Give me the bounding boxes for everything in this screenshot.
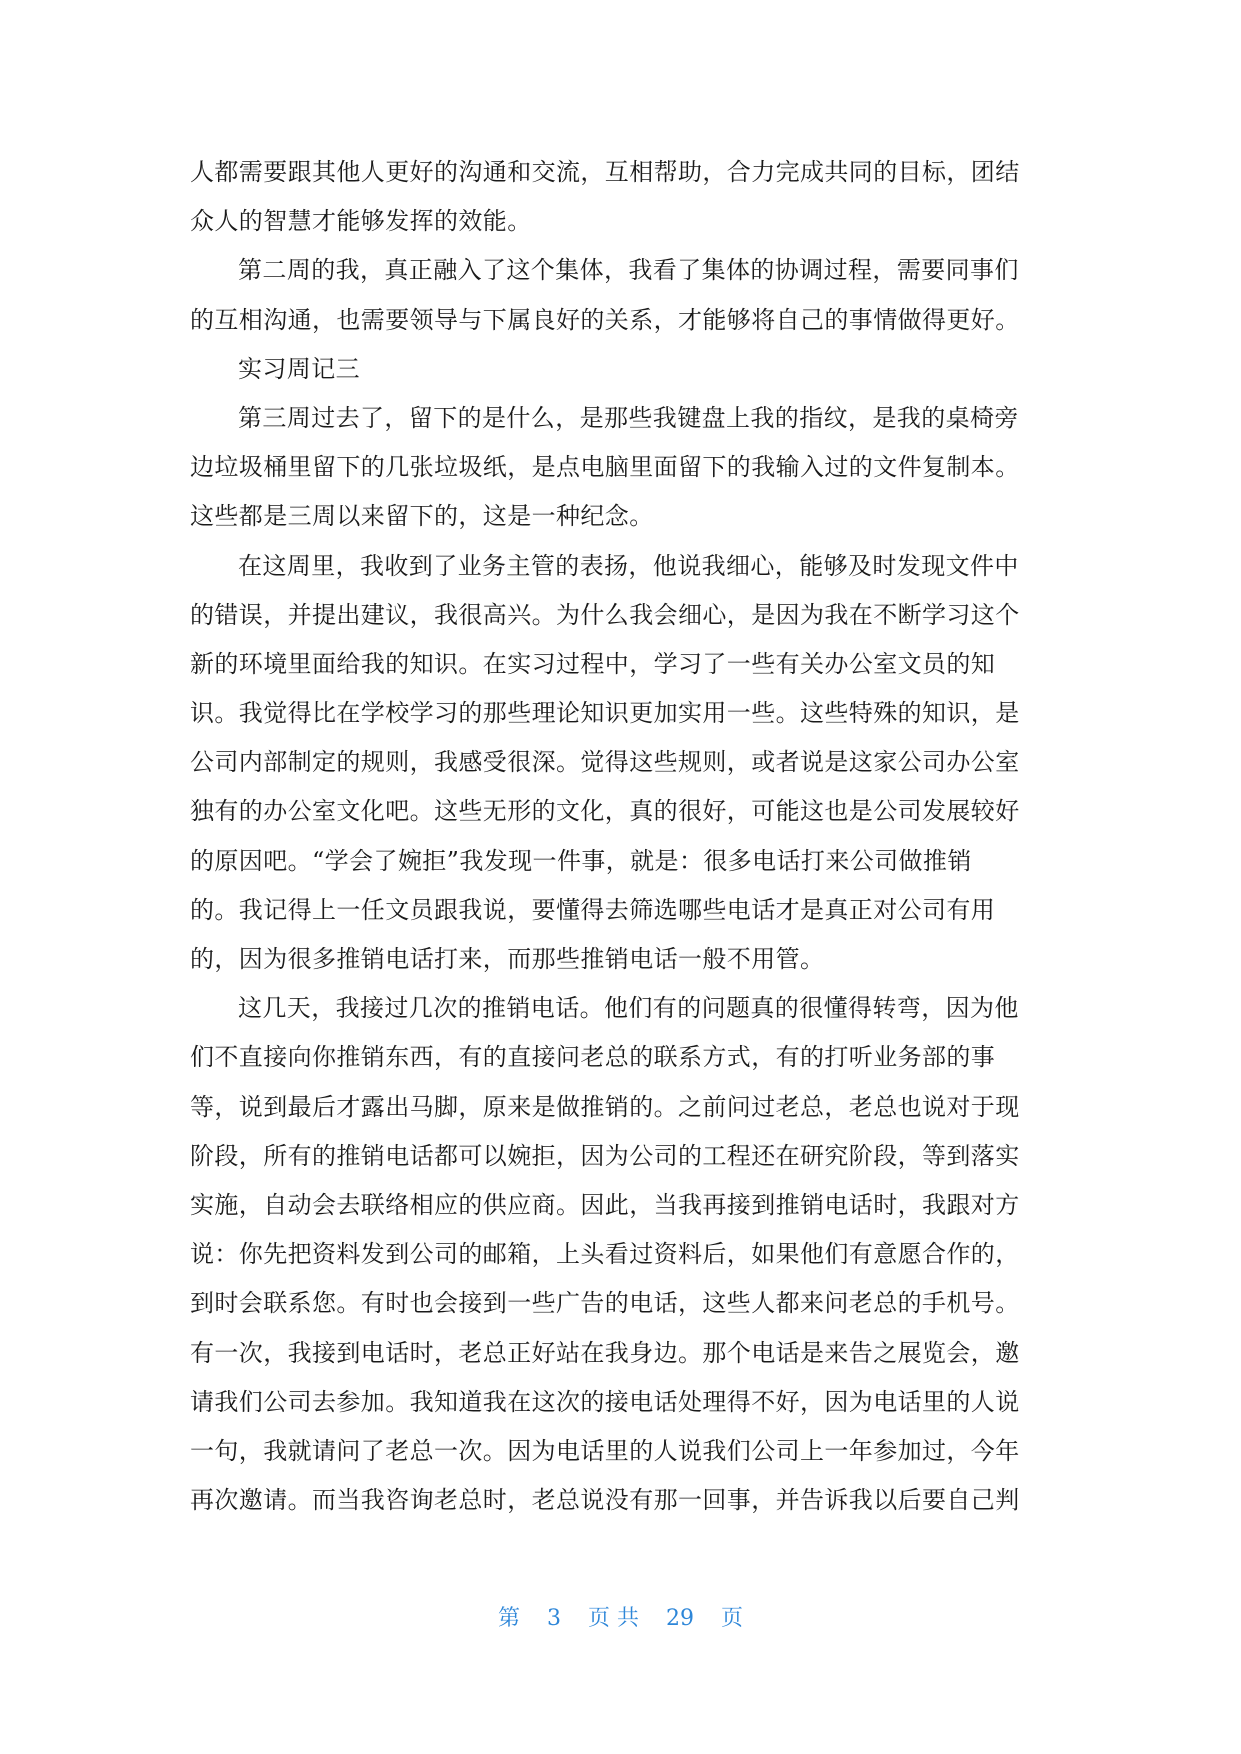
paragraph-start: 第三周过去了，留下的是什么，是那些我键盘上我的指纹，是我的桌椅旁	[238, 403, 1019, 432]
text-line: 这些都是三周以来留下的，这是一种纪念。	[190, 502, 654, 531]
text-line: 新的环境里面给我的知识。在实习过程中，学习了一些有关办公室文员的知	[190, 649, 996, 678]
text-line: 到时会联系您。有时也会接到一些广告的电话，这些人都来问老总的手机号。	[190, 1289, 1020, 1318]
text-line: 阶段，所有的推销电话都可以婉拒，因为公司的工程还在研究阶段，等到落实	[190, 1141, 1020, 1170]
footer-prefix: 第	[497, 1606, 520, 1631]
paragraph-start: 这几天，我接过几次的推销电话。他们有的问题真的很懂得转弯，因为他	[238, 994, 1019, 1023]
text-line: 识。我觉得比在学校学习的那些理论知识更加实用一些。这些特殊的知识，是	[190, 699, 1020, 728]
text-line: 说：你先把资料发到公司的邮箱，上头看过资料后，如果他们有意愿合作的，	[190, 1240, 1020, 1269]
text-line: 请我们公司去参加。我知道我在这次的接电话处理得不好，因为电话里的人说	[190, 1387, 1020, 1416]
text-line: 等，说到最后才露出马脚，原来是做推销的。之前问过老总，老总也说对于现	[190, 1092, 1020, 1121]
text-line: 的。我记得上一任文员跟我说，要懂得去筛选哪些电话才是真正对公司有用	[190, 895, 996, 924]
text-line: 独有的办公室文化吧。这些无形的文化，真的很好，可能这也是公司发展较好	[190, 797, 1020, 826]
text-line: 一句，我就请问了老总一次。因为电话里的人说我们公司上一年参加过，今年	[190, 1436, 1020, 1465]
section-heading: 实习周记三	[238, 354, 360, 383]
text-line: 们不直接向你推销东西，有的直接问老总的联系方式，有的打听业务部的事	[190, 1043, 996, 1072]
text-line: 众人的智慧才能够发挥的效能。	[190, 207, 532, 236]
total-pages-number: 29	[666, 1606, 694, 1631]
text-line: 的原因吧。“学会了婉拒”我发现一件事，就是：很多电话打来公司做推销	[190, 846, 972, 875]
footer-middle: 页 共	[588, 1606, 639, 1631]
document-body	[190, 148, 1052, 1525]
paragraph-start: 在这周里，我收到了业务主管的表扬，他说我细心，能够及时发现文件中	[238, 551, 1019, 580]
text-line: 的互相沟通，也需要领导与下属良好的关系，才能够将自己的事情做得更好。	[190, 305, 1020, 334]
text-line: 实施，自动会去联络相应的供应商。因此，当我再接到推销电话时，我跟对方	[190, 1190, 1020, 1219]
text-line: 边垃圾桶里留下的几张垃圾纸，是点电脑里面留下的我输入过的文件复制本。	[190, 453, 1020, 482]
current-page-number: 3	[547, 1606, 561, 1631]
text-line: 的错误，并提出建议，我很高兴。为什么我会细心，是因为我在不断学习这个	[190, 600, 1020, 629]
text-line: 再次邀请。而当我咨询老总时，老总说没有那一回事，并告诉我以后要自己判	[190, 1486, 1020, 1515]
text-line: 公司内部制定的规则，我感受很深。觉得这些规则，或者说是这家公司办公室	[190, 748, 1020, 777]
text-line: 人都需要跟其他人更好的沟通和交流，互相帮助，合力完成共同的目标，团结	[190, 158, 1020, 186]
paragraph-start: 第二周的我，真正融入了这个集体，我看了集体的协调过程，需要同事们	[238, 256, 1019, 285]
footer-suffix: 页	[721, 1606, 744, 1631]
page-footer	[0, 1601, 1241, 1632]
text-line: 的，因为很多推销电话打来，而那些推销电话一般不用管。	[190, 945, 825, 973]
text-line: 有一次，我接到电话时，老总正好站在我身边。那个电话是来告之展览会，邀	[190, 1338, 1020, 1367]
